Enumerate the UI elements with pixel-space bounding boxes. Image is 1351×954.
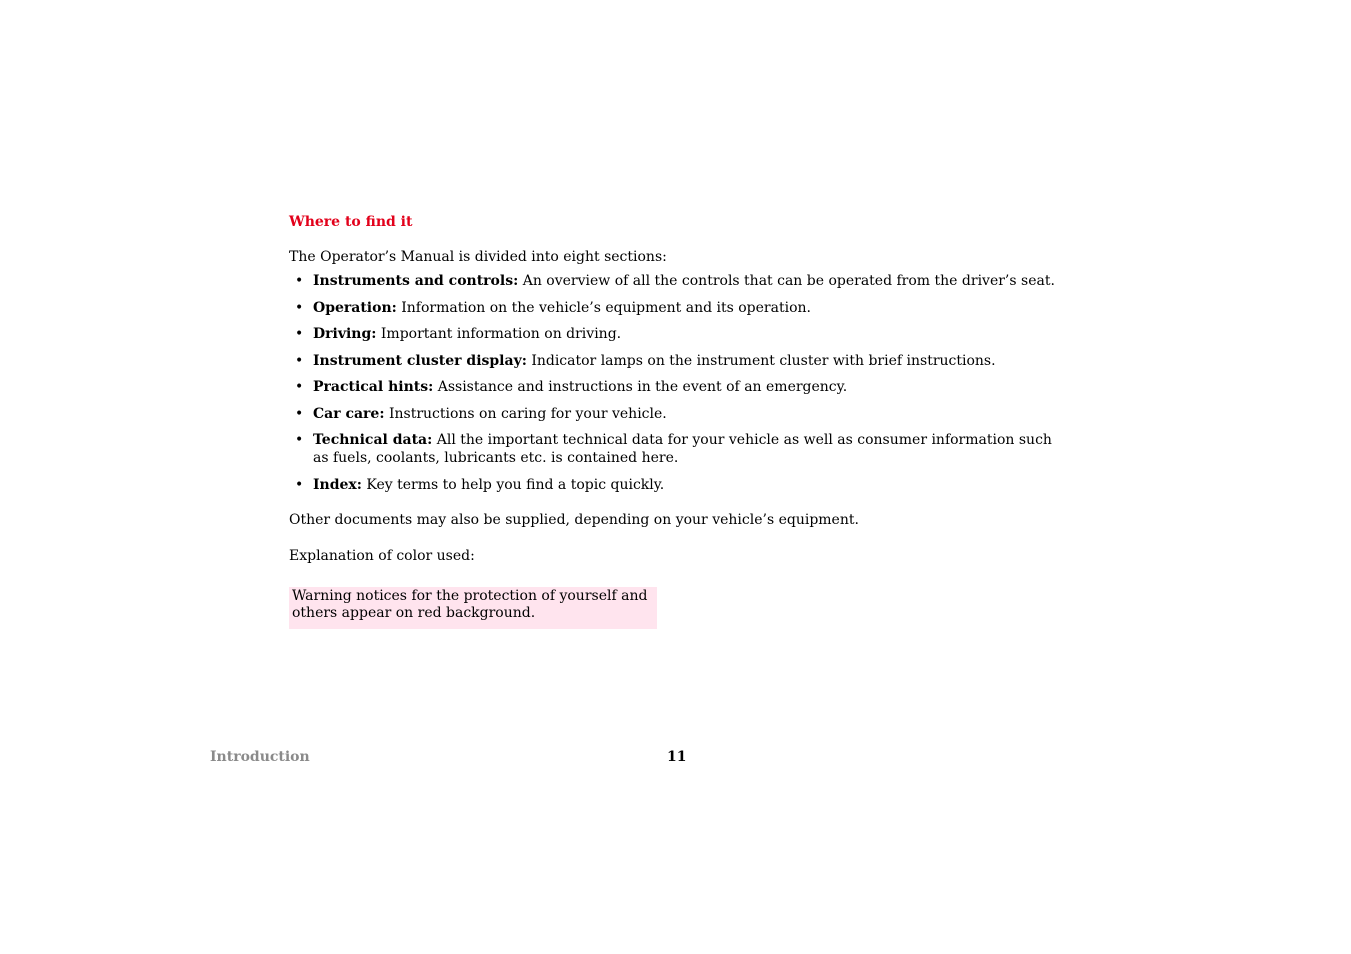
list-item-term: Technical data: (313, 432, 433, 448)
list-item-description: Important information on driving. (376, 326, 622, 342)
list-item-term: Driving: (313, 326, 377, 342)
bullet-icon: • (295, 405, 304, 422)
list-item-description: Assistance and instructions in the event of an emergency. (433, 379, 848, 395)
list-item-term: Instruments and controls: (313, 273, 519, 289)
section-title: Where to find it (289, 214, 413, 230)
color-explanation-text: Explanation of color used: (289, 547, 475, 564)
other-documents-text: Other documents may also be supplied, depending on your vehicle’s equipment. (289, 511, 859, 528)
bullet-icon: • (295, 273, 304, 289)
list-item (289, 378, 1069, 396)
list-item-description: Information on the vehicle’s equipment and its operation. (396, 299, 811, 316)
bullet-icon: • (295, 379, 304, 395)
warning-notice-box (289, 587, 657, 629)
bullet-icon: • (295, 432, 304, 448)
list-item (289, 405, 1069, 423)
list-item-term: Index: (313, 476, 362, 493)
bullet-icon: • (295, 326, 304, 342)
list-item-description: An overview of all the controls that can be operated from the driver’s seat. (518, 273, 1055, 289)
list-item-term: Instrument cluster display: (313, 352, 527, 369)
list-item (289, 299, 1069, 317)
bullet-icon: • (295, 352, 304, 369)
list-item-description: All the important technical data for your vehicle as well as consumer information such as fuels, coolants, lubricants etc. is contained here. (313, 432, 1052, 466)
list-item-term: Practical hints: (313, 379, 434, 395)
list-item (289, 476, 1069, 494)
list-item-description: Key terms to help you find a topic quickly. (361, 476, 665, 493)
warning-notice-line-2: others appear on red background. (292, 604, 536, 621)
list-item-term: Car care: (313, 405, 385, 422)
bullet-icon: • (295, 476, 304, 493)
list-item-description: Indicator lamps on the instrument cluster with brief instructions. (526, 352, 996, 369)
list-item (289, 431, 1069, 467)
manual-sections-list (289, 272, 1069, 494)
page-number: 11 (667, 749, 687, 765)
page-content (289, 212, 1069, 629)
intro-text: The Operator’s Manual is divided into eight sections: (289, 249, 667, 265)
bullet-icon: • (295, 299, 304, 316)
footer-section-name: Introduction (210, 749, 310, 765)
warning-notice-line-1: Warning notices for the protection of yourself and (292, 587, 648, 604)
list-item (289, 352, 1069, 370)
list-item (289, 272, 1069, 290)
list-item (289, 325, 1069, 343)
list-item-term: Operation: (313, 299, 397, 316)
list-item-description: Instructions on caring for your vehicle. (384, 405, 667, 422)
